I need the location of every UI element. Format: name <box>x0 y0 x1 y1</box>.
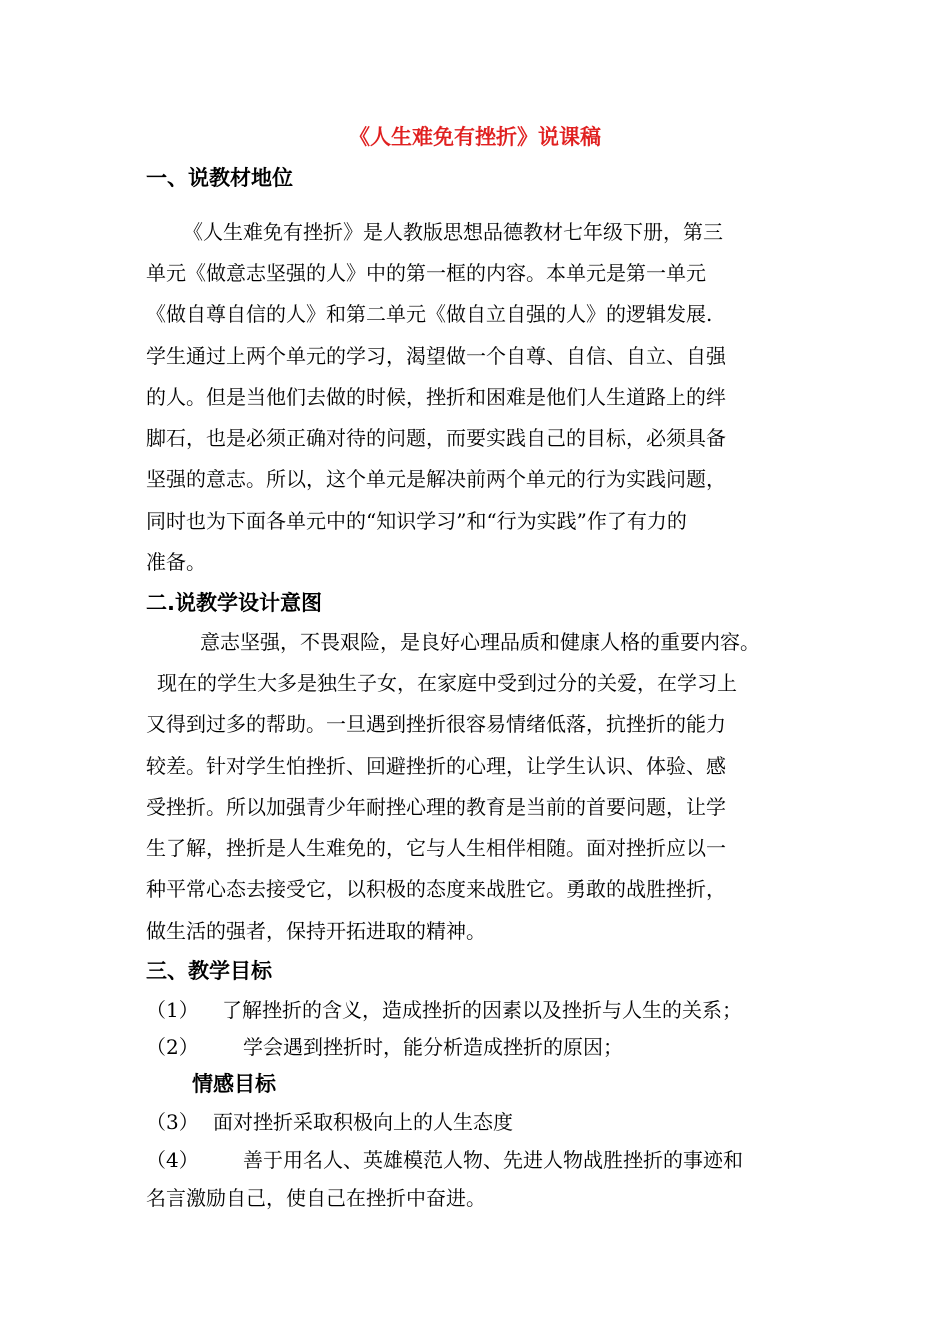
list-item-number: （1） <box>146 998 199 1022</box>
paragraph-line: 同时也为下面各单元中的“知识学习”和“行为实践”作了有力的 <box>146 509 687 533</box>
paragraph-line: 脚石，也是必须正确对待的问题，而要实践自己的目标，必须具备 <box>146 426 726 450</box>
subheading-affective-goals: 情感目标 <box>192 1072 276 1096</box>
paragraph-line: 意志坚强，不畏艰险，是良好心理品质和健康人格的重要内容。 <box>200 630 760 654</box>
paragraph-line: 单元《做意志坚强的人》中的第一框的内容。本单元是第一单元 <box>146 261 706 285</box>
paragraph-line: 准备。 <box>146 550 206 574</box>
list-item-number: （3） <box>146 1110 199 1134</box>
paragraph-line: 种平常心态去接受它，以积极的态度来战胜它。勇敢的战胜挫折， <box>146 877 726 901</box>
section-heading-3: 三、教学目标 <box>146 959 272 983</box>
list-item-text: 学会遇到挫折时，能分析造成挫折的原因； <box>243 1035 623 1059</box>
paragraph-line: 《人生难免有挫折》是人教版思想品德教材七年级下册，第三 <box>183 220 723 244</box>
paragraph-line: 做生活的强者，保持开拓进取的精神。 <box>146 919 486 943</box>
paragraph-line: 坚强的意志。所以，这个单元是解决前两个单元的行为实践问题， <box>146 467 726 491</box>
list-item-text: 面对挫折采取积极向上的人生态度 <box>213 1110 513 1134</box>
paragraph-line: 较差。针对学生怕挫折、回避挫折的心理，让学生认识、体验、感 <box>146 754 726 778</box>
paragraph-line: 现在的学生大多是独生子女，在家庭中受到过分的关爱，在学习上 <box>157 671 737 695</box>
paragraph-line: 生了解，挫折是人生难免的，它与人生相伴相随。面对挫折应以一 <box>146 836 726 860</box>
paragraph-line: 学生通过上两个单元的学习，渴望做一个自尊、自信、自立、自强 <box>146 344 726 368</box>
list-item-text: 了解挫折的含义，造成挫折的因素以及挫折与人生的关系； <box>222 998 742 1022</box>
list-item-number: （4） <box>146 1148 199 1172</box>
section-heading-1: 一、说教材地位 <box>146 166 293 190</box>
paragraph-line: 名言激励自己，使自己在挫折中奋进。 <box>146 1186 486 1210</box>
paragraph-line: 的人。但是当他们去做的时候，挫折和困难是他们人生道路上的绊 <box>146 385 726 409</box>
list-item-number: （2） <box>146 1035 199 1059</box>
list-item-text: 善于用名人、英雄模范人物、先进人物战胜挫折的事迹和 <box>243 1148 743 1172</box>
section-heading-2: 二.说教学设计意图 <box>146 591 322 615</box>
paragraph-line: 受挫折。所以加强青少年耐挫心理的教育是当前的首要问题，让学 <box>146 795 726 819</box>
paragraph-line: 《做自尊自信的人》和第二单元《做自立自强的人》的逻辑发展. <box>146 302 713 326</box>
paragraph-line: 又得到过多的帮助。一旦遇到挫折很容易情绪低落，抗挫折的能力 <box>146 712 726 736</box>
document-title: 《人生难免有挫折》说课稿 <box>349 125 601 149</box>
